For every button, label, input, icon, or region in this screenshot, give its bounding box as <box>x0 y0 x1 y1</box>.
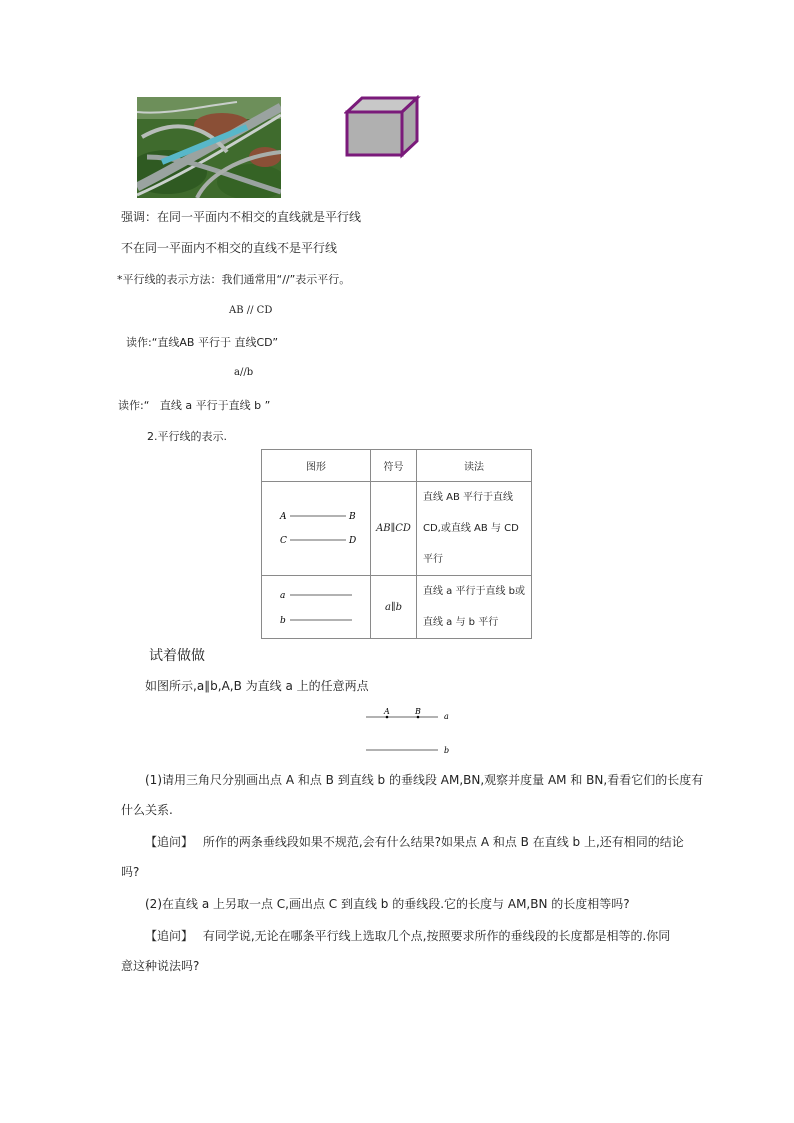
table-row1-reading <box>417 482 532 576</box>
row2-reading-line-2: 直线 a 与 b 平行 <box>423 617 499 628</box>
follow-up-1-tag: 【追问】 <box>145 835 194 849</box>
table-row1-figure <box>262 482 371 576</box>
follow-up-2-text: 有同学说,无论在哪条平行线上选取几个点,按照要求所作的垂线段的长度都是相等的.你同 <box>202 929 671 943</box>
notation-example-1: AB // CD <box>229 305 273 316</box>
table-row2-figure <box>262 576 371 639</box>
follow-up-2-line-2: 意这种说法吗? <box>121 959 200 973</box>
table-header-symbol: 符号 <box>371 450 417 482</box>
row2-reading-line-1: 直线 a 平行于直线 b或 <box>423 586 526 597</box>
table-row1-symbol: AB∥CD <box>371 482 417 576</box>
follow-up-2-tag: 【追问】 <box>145 929 194 943</box>
question-1-line-1: (1)请用三角尺分别画出点 A 和点 B 到直线 b 的垂线段 AM,BN,观察并度量 AM 和 BN,看看它们的长度有 <box>145 773 704 787</box>
question-1-line-2: 什么关系. <box>121 803 173 817</box>
row1-reading-line-1: 直线 AB 平行于直线 <box>423 492 514 503</box>
parallel-lines-a-b-figure <box>266 585 366 629</box>
follow-up-2-line-1 <box>145 927 670 944</box>
emphasis-line-1: 强调：在同一平面内不相交的直线就是平行线 <box>121 210 362 224</box>
label-A: A <box>280 511 287 522</box>
label-a: a <box>280 591 286 601</box>
emphasis-line-2: 不在同一平面内不相交的直线不是平行线 <box>121 241 338 255</box>
row1-reading-line-2: CD,或直线 AB 与 CD <box>423 523 519 534</box>
fig-label-b: b <box>444 746 450 755</box>
fig-label-a: a <box>444 712 449 721</box>
notation-reading-1: 读作:“直线AB 平行于 直线CD” <box>126 336 279 349</box>
try-section-prompt: 如图所示,a∥b,A,B 为直线 a 上的任意两点 <box>145 679 369 693</box>
label-B: B <box>349 511 356 522</box>
table-header-reading: 读法 <box>417 450 532 482</box>
label-b: b <box>280 616 286 626</box>
fig-label-B: B <box>415 707 421 716</box>
section-2-title: 2.平行线的表示. <box>147 430 227 443</box>
highway-interchange-photo <box>137 97 281 198</box>
try-section-heading: 试着做做 <box>149 648 205 664</box>
follow-up-1-line-2: 吗? <box>121 865 140 879</box>
notation-intro: *平行线的表示方法：我们通常用“//”表示平行。 <box>117 273 351 286</box>
notation-example-2: a//b <box>234 367 254 378</box>
table-row2-reading <box>417 576 532 639</box>
table-header-figure: 图形 <box>262 450 371 482</box>
question-2: (2)在直线 a 上另取一点 C,画出点 C 到直线 b 的垂线段.它的长度与 AM,BN 的长度相等吗? <box>145 897 630 911</box>
label-C: C <box>280 535 287 546</box>
parallel-lines-ab-cd-figure <box>266 504 366 554</box>
row1-reading-line-3: 平行 <box>423 554 443 565</box>
table-row2-symbol: a∥b <box>371 576 417 639</box>
notation-reading-2: 读作:“ 直线 a 平行于直线 b ” <box>118 399 271 412</box>
follow-up-1-text: 所作的两条垂线段如果不规范,会有什么结果?如果点 A 和点 B 在直线 b 上,还有相同的结论 <box>202 835 684 849</box>
follow-up-1-line-1 <box>145 833 684 850</box>
label-D: D <box>349 535 357 546</box>
points-on-parallel-lines-figure <box>362 704 458 756</box>
fig-label-A: A <box>384 707 390 716</box>
cube-figure <box>344 95 422 159</box>
parallel-notation-table <box>261 449 532 639</box>
